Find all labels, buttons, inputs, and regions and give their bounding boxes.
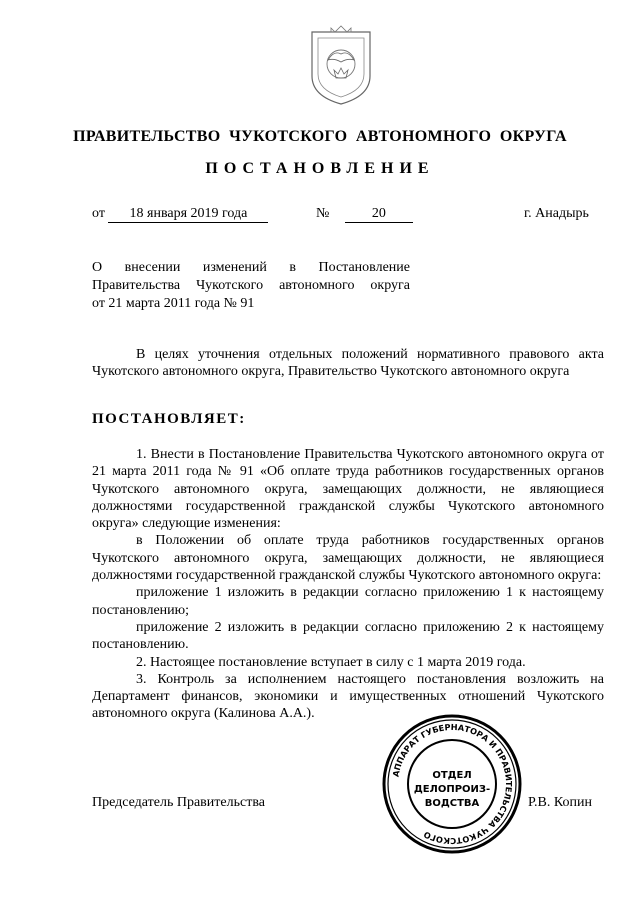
subject-line: О внесении изменений в Постановление (92, 260, 410, 275)
document-type: ПОСТАНОВЛЕНИЕ (205, 160, 435, 177)
subject-line: от 21 марта 2011 года № 91 (92, 296, 255, 311)
subject-line: Правительства Чукотского автономного округа (92, 278, 410, 293)
stamp-ring-text: АППАРАТ ГУБЕРНАТОРА И ПРАВИТЕЛЬСТВА ЧУКОТСКОГО (390, 721, 515, 847)
office-stamp (380, 712, 524, 856)
intro-paragraph: В целях уточнения отдельных положений нормативного правового акта Чукотского автономного округа, Правительство Чукотского автономного округа (92, 347, 604, 380)
from-label: от (92, 206, 105, 221)
intro-block (92, 346, 604, 381)
document-date: 18 января 2019 года (108, 206, 268, 223)
body-paragraph: 2. Настоящее постановление вступает в силу с 1 марта 2019 года. (136, 654, 526, 670)
signatory-position: Председатель Правительства (92, 795, 265, 810)
number-block (316, 206, 413, 223)
decree-heading: ПОСТАНОВЛЯЕТ: (92, 411, 246, 427)
document-number: 20 (345, 206, 413, 223)
body-paragraph: 3. Контроль за исполнением настоящего постановления возложить на Департамент финансов, экономики и имущественных отношений Чукотского автономного округа (Калинова А.А.). (92, 671, 604, 722)
stamp-line: ОТДЕЛ (432, 770, 472, 781)
date-block (92, 206, 268, 223)
coat-of-arms-icon (304, 24, 378, 108)
document-subject (92, 259, 410, 313)
document-body (92, 446, 604, 723)
body-paragraph: 1. Внести в Постановление Правительства Чукотского автономного округа от 21 марта 2011 года № 91 «Об оплате труда работников государственных органов Чукотского автономного округа, замещающих должности, не являющиеся должностями государственной гражданской службы Чукотского автономного округа» следующие изменения: (92, 447, 604, 532)
body-paragraph: в Положении об оплате труда работников государственных органов Чукотского автономного округа, замещающих должности, не являющиеся должностями государственной гражданской службы Чукотского автономного округа: (92, 533, 604, 584)
document-city: г. Анадырь (524, 206, 589, 221)
government-title: ПРАВИТЕЛЬСТВО ЧУКОТСКОГО АВТОНОМНОГО ОКРУГА (73, 128, 567, 145)
stamp-line: ВОДСТВА (424, 798, 480, 809)
signatory-name: Р.В. Копин (528, 795, 592, 810)
stamp-line: ДЕЛОПРОИЗ- (413, 784, 491, 795)
body-paragraph: приложение 2 изложить в редакции согласно приложению 2 к настоящему постановлению. (92, 619, 604, 653)
body-paragraph: приложение 1 изложить в редакции согласно приложению 1 к настоящему постановлению; (92, 585, 604, 618)
number-label: № (316, 206, 330, 221)
